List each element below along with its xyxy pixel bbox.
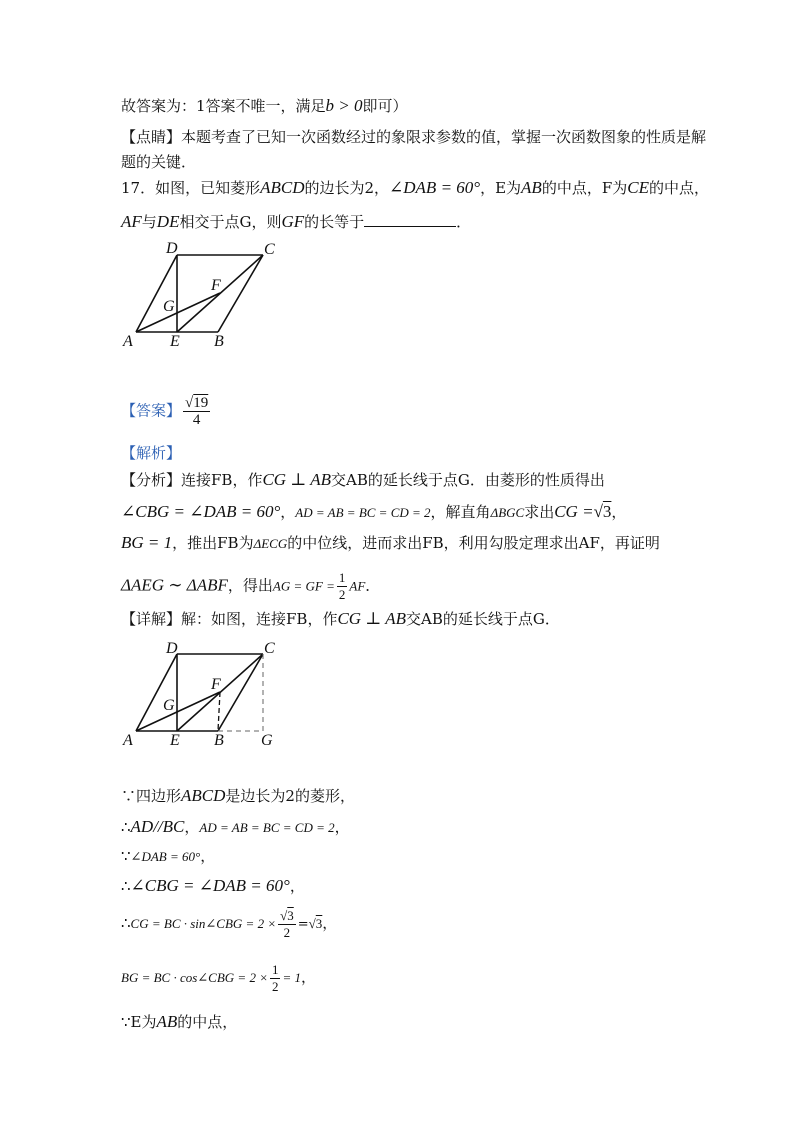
answer-blank — [364, 212, 456, 227]
analysis-line-3: BG = 1，推出FB为ΔECG的中位线，进而求出FB，利用勾股定理求出AF，再证明 — [121, 533, 660, 552]
segment-af — [136, 692, 220, 731]
label-c: C — [264, 640, 275, 657]
segment-af — [136, 293, 220, 332]
label-b: B — [214, 333, 224, 350]
label-g: G — [163, 298, 175, 315]
label-g: G — [163, 697, 175, 714]
analysis-tag-line: 【解析】 — [121, 444, 182, 462]
label-a: A — [123, 732, 133, 749]
detail-line: 【详解】解：如图，连接FB，作CG ⊥ AB交AB的延长线于点G． — [121, 609, 560, 628]
label-f: F — [211, 676, 221, 693]
step-1: ∵四边形ABCD是边长为2的菱形， — [121, 786, 355, 805]
step-2: ∴AD//BC，AD = AB = BC = CD = 2， — [121, 817, 350, 836]
step-6: BG = BC · cos∠CBG = 2 × $\frac{1}{2}$ = 1， — [121, 961, 317, 994]
label-d: D — [166, 240, 178, 257]
step-7: ∵E为AB的中点， — [121, 1012, 238, 1031]
question-17-line-1: 17．如图，已知菱形ABCD的边长为2，∠DAB = 60°，E为AB的中点，F为CE的中点， — [121, 178, 709, 197]
rhombus-figure-1 — [118, 238, 288, 350]
label-e: E — [170, 732, 180, 749]
label-c: C — [264, 241, 275, 258]
analysis-line-2: ∠CBG = ∠DAB = 60°，AD = AB = BC = CD = 2，解直角ΔBGC求出CG =√3， — [121, 502, 627, 521]
side-da — [136, 654, 177, 731]
side-da — [136, 255, 177, 332]
comment-line: 【点睛】本题考查了已知一次函数经过的象限求参数的值，掌握一次函数图象的性质是解 — [121, 128, 707, 146]
question-17-line-2: AF与DE相交于点G，则GF的长等于 ． — [121, 212, 472, 231]
label-a: A — [123, 333, 133, 350]
answer-fraction: $\frac{√19}{4}$ — [185, 395, 209, 428]
analysis-line-1: 【分析】连接FB，作CG ⊥ AB交AB的延长线于点G．由菱形的性质得出 — [121, 470, 605, 489]
step-4: ∴∠CBG = ∠DAB = 60°， — [121, 876, 305, 895]
label-d: D — [166, 640, 178, 657]
side-bc — [218, 255, 263, 332]
rhombus-figure-2 — [118, 636, 288, 752]
step-3: ∵∠DAB = 60°， — [121, 847, 216, 865]
segment-fb-dashed — [218, 692, 220, 731]
answer-tag: 【答案】 — [121, 401, 182, 420]
comment-line-2: 题的关键． — [121, 153, 197, 171]
side-bc — [218, 654, 263, 731]
comment-tag: 【点睛】 — [121, 128, 182, 146]
prev-answer-line: 故答案为：1答案不唯一，满足b > 0即可） — [121, 96, 408, 115]
label-g-foot: G — [261, 732, 273, 749]
analysis-line-4: ΔAEG ∼ ΔABF，得出AG = GF = $\frac{1}{2}$ AF． — [121, 570, 381, 602]
label-e: E — [170, 333, 180, 350]
step-5: ∴CG = BC · sin∠CBG = 2 × $\frac{√3}{2}$ =√3， — [121, 907, 338, 940]
label-b: B — [214, 732, 224, 749]
label-f: F — [211, 277, 221, 294]
answer-line — [121, 395, 212, 428]
